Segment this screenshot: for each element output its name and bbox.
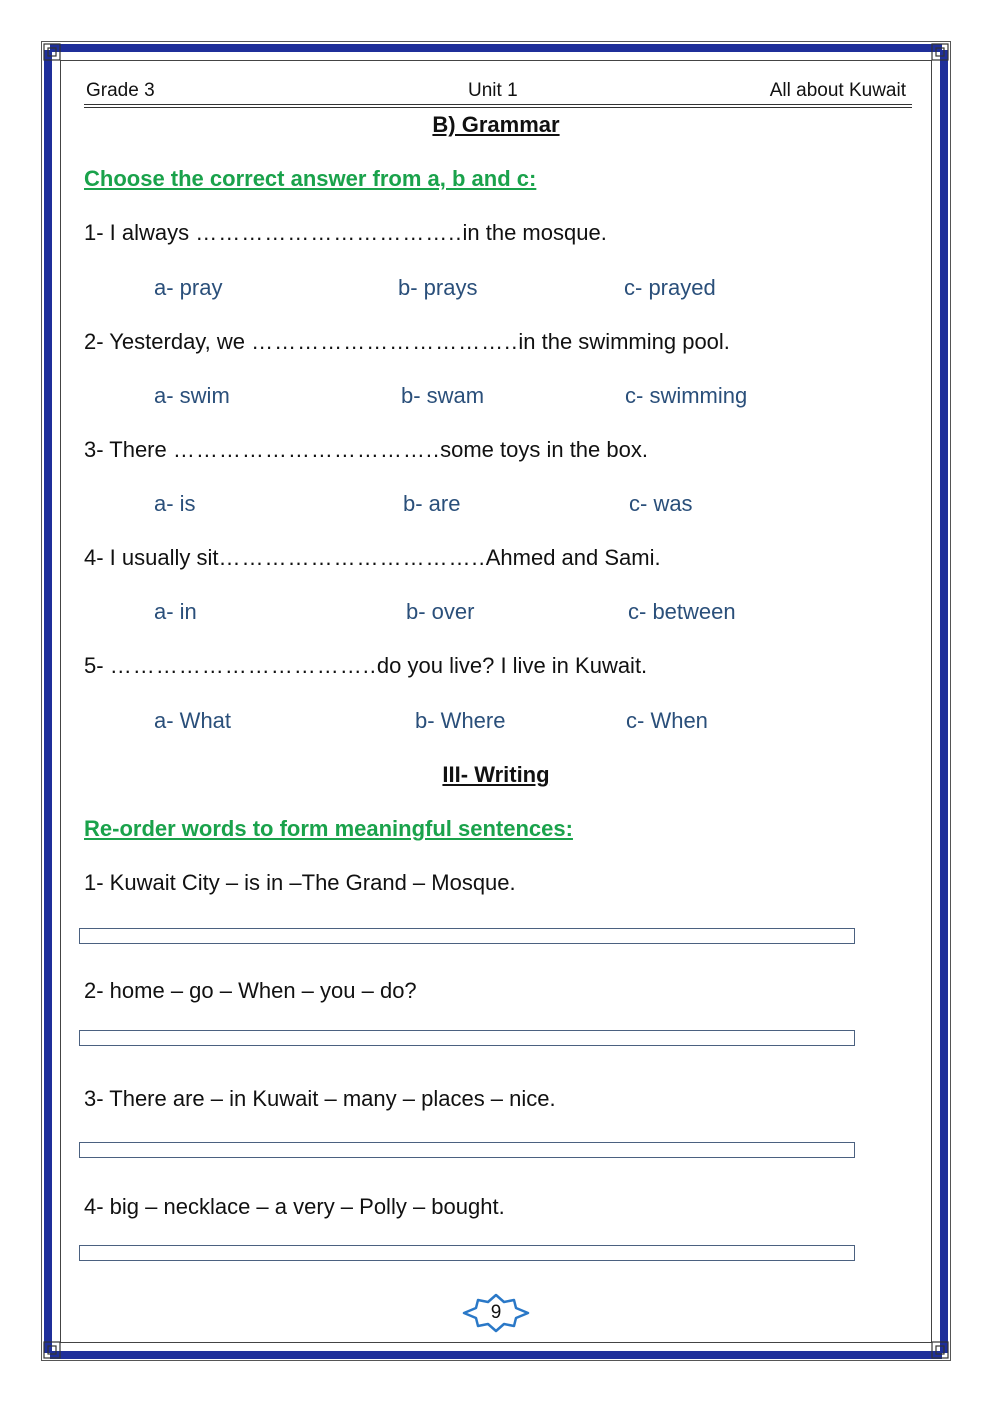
border-band-left [44,50,52,1353]
option-b[interactable]: b- prays [398,275,478,300]
option-a[interactable]: a- pray [154,275,223,300]
border-band-top [50,44,942,52]
option-b[interactable]: b- swam [401,383,485,408]
answer-field-3[interactable] [79,1142,855,1158]
option-c[interactable]: c- was [629,491,693,516]
answer-field-2[interactable] [79,1030,855,1046]
blank[interactable]: …………………………….. [218,545,486,570]
grammar-instruction: Choose the correct answer from a, b and c: [84,166,537,191]
corner-ornament-bottom-left [42,1340,62,1360]
grammar-title: B) Grammar [432,112,560,137]
border-band-right [940,50,948,1353]
option-c[interactable]: c- When [626,708,708,733]
option-a[interactable]: a- in [154,599,197,624]
option-b[interactable]: b- are [403,491,461,516]
header-topic: All about Kuwait [769,80,906,101]
blank[interactable]: …………………………….. [172,437,441,462]
question-1: 1- I always ……………………………..in the mosque. [84,220,607,245]
blank[interactable]: …………………………….. [251,329,519,354]
option-c[interactable]: c- prayed [624,275,716,300]
header-grade: Grade 3 [86,80,155,101]
option-a[interactable]: a- is [154,491,196,516]
reorder-item-1: 1- Kuwait City – is in –The Grand – Mosque. [84,870,516,895]
question-5: 5- ……………………………..do you live? I live in Kuwait. [84,653,648,678]
page-number: 9 [490,1302,502,1323]
writing-title: III- Writing [442,762,550,787]
header-unit: Unit 1 [468,80,518,101]
answer-field-1[interactable] [79,928,855,944]
question-2: 2- Yesterday, we ……………………………..in the swimming pool. [84,329,730,354]
question-3: 3- There ……………………………..some toys in the box. [84,437,648,462]
border-band-bottom [50,1351,942,1359]
corner-ornament-top-left [42,42,62,62]
option-c[interactable]: c- swimming [625,383,748,408]
option-a[interactable]: a- swim [154,383,230,408]
blank[interactable]: …………………………….. [109,653,377,678]
header-rule [84,107,912,108]
reorder-item-4: 4- big – necklace – a very – Polly – bought. [84,1194,505,1219]
corner-ornament-bottom-right [930,1340,950,1360]
reorder-item-2: 2- home – go – When – you – do? [84,978,417,1003]
header-rule [84,104,912,105]
page-header [84,80,912,104]
option-a[interactable]: a- What [154,708,232,733]
writing-instruction: Re-order words to form meaningful sentences: [84,816,573,841]
option-c[interactable]: c- between [628,599,736,624]
question-4: 4- I usually sit……………………………..Ahmed and Sami. [84,545,661,570]
blank[interactable]: …………………………….. [195,220,463,245]
option-b[interactable]: b- over [406,599,475,624]
corner-ornament-top-right [930,42,950,62]
answer-field-4[interactable] [79,1245,855,1261]
option-b[interactable]: b- Where [415,708,506,733]
page-number-badge [462,1293,530,1333]
reorder-item-3: 3- There are – in Kuwait – many – places – nice. [84,1086,556,1111]
